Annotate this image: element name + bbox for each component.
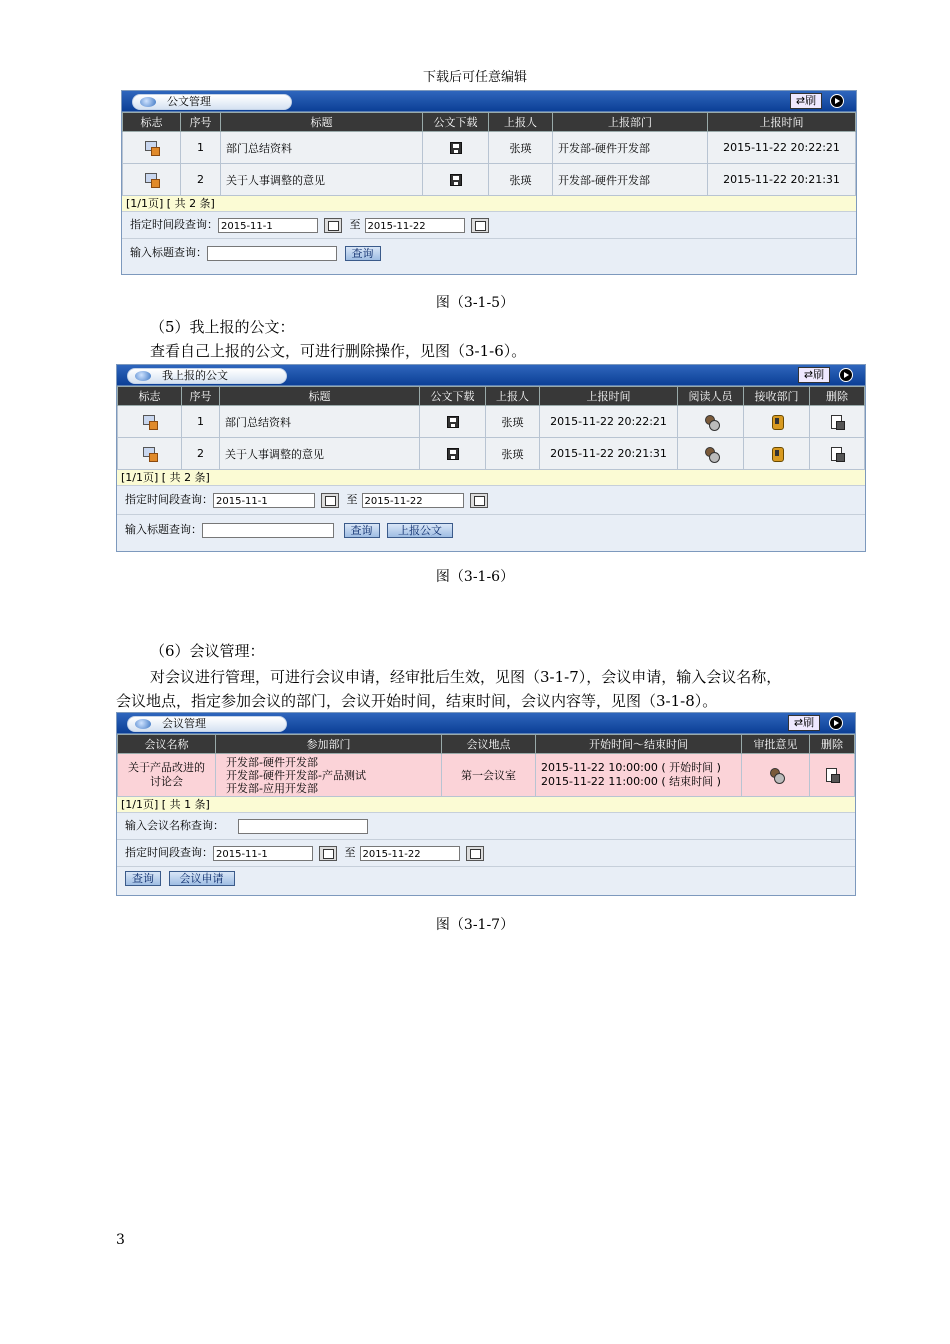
- meeting-actions: [117, 867, 855, 889]
- panel-title-tab: [127, 716, 287, 732]
- panel-titlebar: [117, 365, 865, 386]
- panel-title: 会议管理: [162, 717, 206, 730]
- row-number: 2: [182, 438, 220, 470]
- title-search-label: 输入标题查询：: [125, 523, 202, 536]
- column-header: 标题: [220, 387, 420, 406]
- title-search-input[interactable]: [202, 523, 334, 538]
- document-flag-icon[interactable]: [145, 173, 159, 187]
- panel-title: 我上报的公文: [162, 369, 228, 382]
- meeting-name-label: 输入会议名称查询：: [125, 819, 224, 832]
- column-header: 审批意见: [742, 735, 810, 754]
- row-number: 1: [182, 406, 220, 438]
- date-to-input[interactable]: 2015-11-22: [365, 218, 465, 233]
- meeting-name[interactable]: 关于产品改进的 讨论会: [118, 754, 216, 797]
- page-number: 3: [116, 1232, 125, 1248]
- table-header-row: [118, 735, 855, 754]
- row-number: 2: [181, 164, 221, 196]
- table-row: [118, 754, 855, 797]
- title-filter: [117, 515, 865, 545]
- date-from-input[interactable]: 2015-11-1: [218, 218, 318, 233]
- table-row: [118, 438, 865, 470]
- report-time: 2015-11-22 20:21:31: [540, 438, 678, 470]
- table-header-row: [118, 387, 865, 406]
- title-search-label: 输入标题查询：: [130, 246, 207, 259]
- reporter: 张瑛: [486, 438, 540, 470]
- date-range-label: 指定时间段查询：: [125, 846, 213, 859]
- receiving-department-icon[interactable]: [770, 415, 784, 429]
- search-button[interactable]: 查询: [125, 871, 161, 886]
- pager: [1/1页] [ 共 2 条]: [117, 470, 865, 486]
- column-header: 公文下载: [420, 387, 486, 406]
- table-row: [118, 406, 865, 438]
- refresh-button[interactable]: ⇄刷: [798, 367, 830, 383]
- date-from-input[interactable]: 2015-11-1: [213, 493, 315, 508]
- participating-departments: 开发部-硬件开发部 开发部-硬件开发部-产品测试 开发部-应用开发部: [216, 754, 442, 797]
- reporter: 张瑛: [489, 164, 553, 196]
- panel-title-tab: [127, 368, 287, 384]
- date-to-input[interactable]: 2015-11-22: [362, 493, 464, 508]
- globe-icon: [135, 371, 151, 381]
- date-range-filter: [117, 840, 855, 867]
- paragraph-line: 对会议进行管理，可进行会议申请，经审批后生效，见图（3-1-7），会议申请，输入会议名称，: [150, 668, 782, 686]
- paragraph: 查看自己上报的公文，可进行删除操作，见图（3-1-6）。: [150, 342, 527, 360]
- title-search-input[interactable]: [207, 246, 337, 261]
- column-header: 序号: [181, 113, 221, 132]
- column-header: 接收部门: [744, 387, 810, 406]
- figure-caption: 图（3-1-5）: [435, 295, 515, 311]
- search-button[interactable]: 查询: [344, 523, 380, 538]
- date-range-filter: [117, 486, 865, 515]
- my-reported-documents-panel: [116, 364, 866, 552]
- document-flag-icon[interactable]: [143, 415, 157, 429]
- column-header: 标题: [221, 113, 423, 132]
- report-document-button[interactable]: 上报公文: [387, 523, 453, 538]
- figure-caption: 图（3-1-7）: [435, 917, 515, 933]
- download-disk-icon[interactable]: [450, 142, 462, 154]
- calendar-icon[interactable]: [319, 846, 337, 861]
- refresh-button[interactable]: ⇄刷: [788, 715, 820, 731]
- column-header: 公文下载: [423, 113, 489, 132]
- table-row: [123, 164, 856, 196]
- delete-icon[interactable]: [830, 415, 844, 429]
- download-disk-icon[interactable]: [447, 448, 459, 460]
- meeting-time-range: 2015-11-22 10:00:00 ( 开始时间 ) 2015-11-22 11:00:00 ( 结束时间 ): [536, 754, 742, 797]
- pager: [1/1页] [ 共 2 条]: [122, 196, 856, 212]
- delete-icon[interactable]: [830, 447, 844, 461]
- meeting-place: 第一会议室: [442, 754, 536, 797]
- globe-icon: [140, 97, 156, 107]
- report-department: 开发部-硬件开发部: [553, 132, 708, 164]
- column-header: 上报部门: [553, 113, 708, 132]
- panel-title-tab: [132, 94, 292, 110]
- document-title[interactable]: 部门总结资料: [220, 406, 420, 438]
- column-header: 标志: [118, 387, 182, 406]
- column-header: 删除: [810, 735, 855, 754]
- date-range-label: 指定时间段查询：: [130, 218, 218, 231]
- document-title[interactable]: 部门总结资料: [221, 132, 423, 164]
- meeting-apply-button[interactable]: 会议申请: [169, 871, 235, 886]
- to-label: 至: [349, 218, 361, 231]
- to-label: 至: [344, 846, 356, 859]
- column-header: 删除: [810, 387, 865, 406]
- document-flag-icon[interactable]: [143, 447, 157, 461]
- calendar-icon[interactable]: [470, 493, 488, 508]
- date-range-filter: [122, 212, 856, 239]
- column-header: 会议地点: [442, 735, 536, 754]
- column-header: 会议名称: [118, 735, 216, 754]
- document-table: [122, 112, 856, 196]
- report-department: 开发部-硬件开发部: [553, 164, 708, 196]
- calendar-icon[interactable]: [324, 218, 342, 233]
- column-header: 开始时间～结束时间: [536, 735, 742, 754]
- document-management-panel: [121, 90, 857, 275]
- panel-titlebar: [117, 713, 855, 734]
- download-disk-icon[interactable]: [447, 416, 459, 428]
- column-header: 参加部门: [216, 735, 442, 754]
- date-range-label: 指定时间段查询：: [125, 493, 213, 506]
- globe-icon: [135, 719, 151, 729]
- meeting-name-filter: [117, 813, 855, 840]
- section-heading: （6）会议管理：: [150, 642, 265, 660]
- title-filter: [122, 239, 856, 267]
- refresh-button[interactable]: ⇄刷: [790, 93, 822, 109]
- report-time: 2015-11-22 20:21:31: [708, 164, 856, 196]
- calendar-icon[interactable]: [466, 846, 484, 861]
- calendar-icon[interactable]: [321, 493, 339, 508]
- date-to-input[interactable]: 2015-11-22: [360, 846, 460, 861]
- document-title[interactable]: 关于人事调整的意见: [220, 438, 420, 470]
- reporter: 张瑛: [486, 406, 540, 438]
- document-title[interactable]: 关于人事调整的意见: [221, 164, 423, 196]
- next-arrow-icon[interactable]: [839, 368, 853, 382]
- delete-icon[interactable]: [825, 768, 839, 782]
- next-arrow-icon[interactable]: [830, 94, 844, 108]
- readers-icon[interactable]: [704, 415, 718, 429]
- column-header: 序号: [182, 387, 220, 406]
- readers-icon[interactable]: [704, 447, 718, 461]
- meeting-management-panel: [116, 712, 856, 896]
- to-label: 至: [346, 493, 358, 506]
- reporter: 张瑛: [489, 132, 553, 164]
- approval-icon[interactable]: [769, 768, 783, 782]
- column-header: 上报时间: [708, 113, 856, 132]
- table-header-row: [123, 113, 856, 132]
- panel-titlebar: [122, 91, 856, 112]
- figure-caption: 图（3-1-6）: [435, 569, 515, 585]
- report-time: 2015-11-22 20:22:21: [540, 406, 678, 438]
- calendar-icon[interactable]: [471, 218, 489, 233]
- download-disk-icon[interactable]: [450, 174, 462, 186]
- meeting-name-input[interactable]: [238, 819, 368, 834]
- row-number: 1: [181, 132, 221, 164]
- search-button[interactable]: 查询: [345, 246, 381, 261]
- next-arrow-icon[interactable]: [829, 716, 843, 730]
- date-from-input[interactable]: 2015-11-1: [213, 846, 313, 861]
- receiving-department-icon[interactable]: [770, 447, 784, 461]
- column-header: 上报人: [489, 113, 553, 132]
- column-header: 上报时间: [540, 387, 678, 406]
- document-flag-icon[interactable]: [145, 141, 159, 155]
- panel-title: 公文管理: [167, 95, 211, 108]
- pager: [1/1页] [ 共 1 条]: [117, 797, 855, 813]
- page-header: 下载后可任意编辑: [422, 70, 527, 85]
- report-time: 2015-11-22 20:22:21: [708, 132, 856, 164]
- column-header: 阅读人员: [678, 387, 744, 406]
- section-heading: （5）我上报的公文：: [150, 318, 295, 336]
- column-header: 标志: [123, 113, 181, 132]
- my-documents-table: [117, 386, 865, 470]
- column-header: 上报人: [486, 387, 540, 406]
- meeting-table: [117, 734, 855, 797]
- table-row: [123, 132, 856, 164]
- paragraph-line: 会议地点，指定参加会议的部门，会议开始时间，结束时间，会议内容等，见图（3-1-8）。: [116, 692, 718, 710]
